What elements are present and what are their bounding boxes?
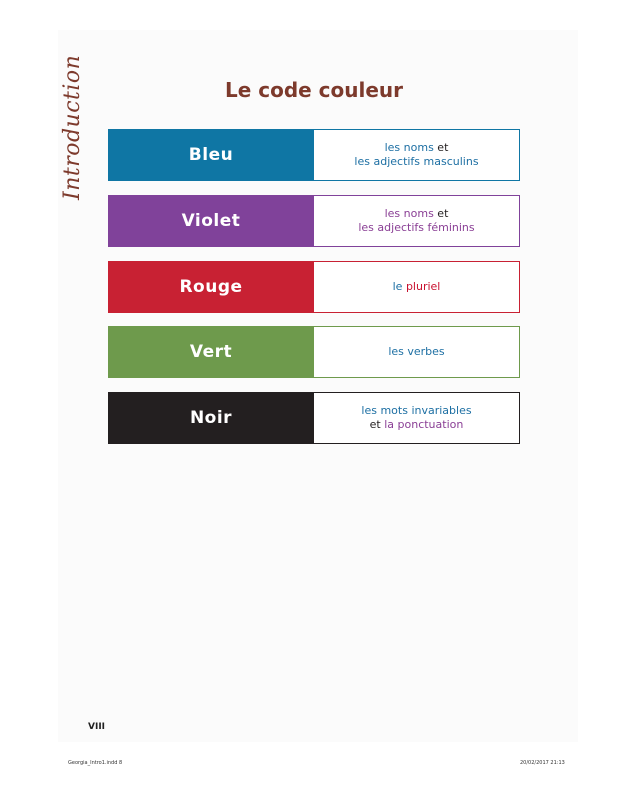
description-line: [385, 141, 449, 155]
page-title: Le code couleur: [224, 78, 404, 102]
description-text: et: [433, 141, 449, 154]
description-text: les mots invariables: [361, 404, 472, 417]
color-description-noir: [314, 392, 520, 444]
color-swatch-violet: Violet: [108, 195, 314, 247]
description-text: et: [433, 207, 449, 220]
color-swatch-vert: Vert: [108, 326, 314, 378]
color-description-vert: [314, 326, 520, 378]
description-text: et: [369, 418, 385, 431]
color-description-violet: [314, 195, 520, 247]
description-text: pluriel: [405, 280, 441, 293]
color-swatch-bleu: Bleu: [108, 129, 314, 181]
description-line: [393, 280, 441, 294]
description-text: noms: [403, 141, 434, 154]
page-number: VIII: [88, 722, 106, 732]
description-text: les adjectifs féminins: [358, 221, 475, 234]
description-text: les: [384, 141, 404, 154]
color-swatch-rouge: Rouge: [108, 261, 314, 313]
color-row-noir: [108, 392, 520, 444]
color-row-rouge: [108, 261, 520, 313]
color-description-bleu: [314, 129, 520, 181]
color-row-vert: [108, 326, 520, 378]
description-line: [370, 418, 464, 432]
description-text: les adjectifs masculins: [354, 155, 479, 168]
color-swatch-noir: Noir: [108, 392, 314, 444]
footer-file-name: Georgia_Intro1.indd 8: [68, 760, 123, 766]
section-title-vertical: Introduction: [60, 54, 85, 200]
color-row-violet: [108, 195, 520, 247]
color-row-bleu: [108, 129, 520, 181]
description-text: le: [392, 280, 406, 293]
description-line: [354, 155, 478, 169]
description-line: [361, 404, 471, 418]
description-line: [388, 345, 444, 359]
description-text: les noms: [384, 207, 434, 220]
description-text: la ponctuation: [384, 418, 464, 431]
description-text: les verbes: [388, 345, 445, 358]
description-line: [358, 221, 474, 235]
color-description-rouge: [314, 261, 520, 313]
description-line: [385, 207, 449, 221]
footer-timestamp: 20/02/2017 21:13: [520, 760, 565, 766]
